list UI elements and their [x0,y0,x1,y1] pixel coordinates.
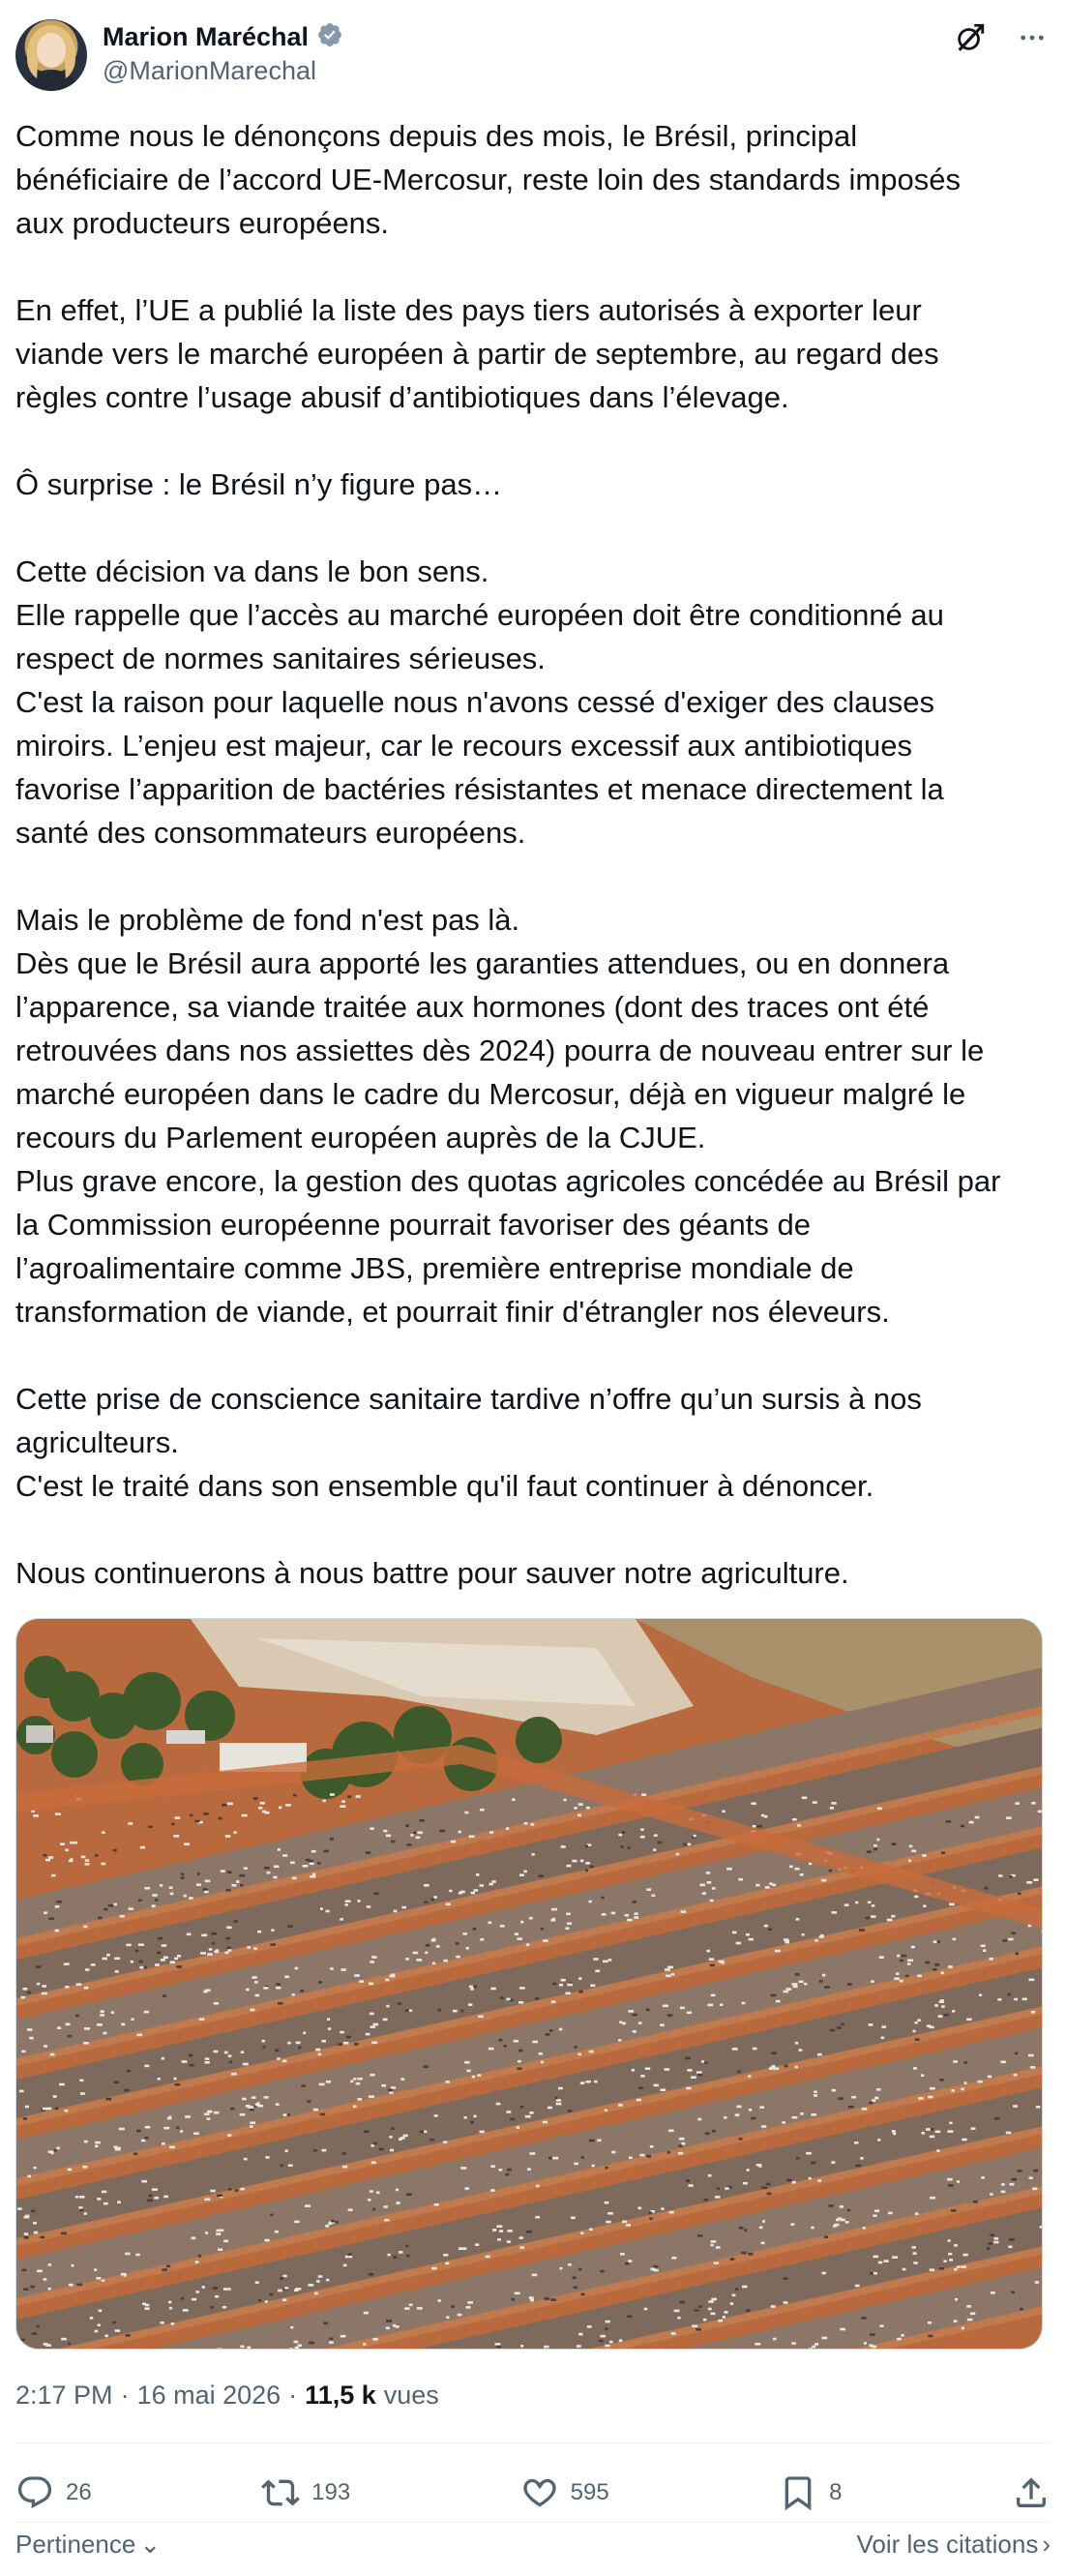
text-line: l’apparence, sa viande traitée aux hormones (dont des traces ont été [15,990,930,1024]
photo-building [166,1730,205,1744]
reply-button[interactable] [15,2473,92,2512]
bookmark-icon [779,2473,817,2512]
text-line: favorise l’apparition de bactéries résistantes et menace directement la [15,772,944,806]
share-button[interactable] [1012,2473,1051,2512]
text-line: agriculteurs. [15,1425,179,1459]
chevron-right-icon: › [1042,2530,1051,2559]
post-date[interactable]: 16 mai 2026 [136,2381,281,2410]
repost-count: 193 [311,2479,351,2505]
text-line: aux producteurs européens. [15,206,390,240]
post-time[interactable]: 2:17 PM [15,2381,113,2410]
grok-icon[interactable] [952,19,989,56]
text-line: santé des consommateurs européens. [15,816,526,850]
bookmark-count: 8 [829,2479,843,2505]
text-line: Elle rappelle que l’accès au marché européen doit être conditionné au [15,598,944,632]
text-line: En effet, l’UE a publié la liste des pays tiers autorisés à exporter leur [15,293,922,327]
text-line: transformation de viande, et pourrait finir d'étrangler nos éleveurs. [15,1295,890,1329]
repost-icon [261,2473,300,2512]
views-count: 11,5 k [305,2381,376,2410]
more-icon[interactable] [1014,19,1051,56]
text-line: Cette décision va dans le bon sens. [15,554,489,588]
text-line: respect de normes sanitaires sérieuses. [15,642,546,675]
text-line: C'est la raison pour laquelle nous n'avons cessé d'exiger des clauses [15,685,935,719]
tweet-header [15,17,1051,91]
text-line: marché européen dans le cadre du Mercosur, déjà en vigueur malgré le [15,1077,966,1111]
photo-tree [516,1717,562,1763]
action-bar [15,2466,1051,2520]
text-line: Nous continuerons à nous battre pour sauver notre agriculture. [15,1556,849,1590]
author-handle[interactable]: @MarionMarechal [103,56,316,85]
text-line: C'est le traité dans son ensemble qu'il faut continuer à dénoncer. [15,1469,874,1503]
photo-tree [51,1731,98,1778]
text-line: retrouvées dans nos assiettes dès 2024) pourra de nouveau entrer sur le [15,1033,985,1067]
text-line: Mais le problème de fond n'est pas là. [15,903,520,937]
tweet-meta [15,2381,439,2411]
text-line: recours du Parlement européen auprès de la CJUE. [15,1121,706,1154]
text-line: la Commission européenne pourrait favoriser des géants de [15,1208,811,1242]
reply-count: 26 [66,2479,92,2505]
author-name-row [103,21,343,53]
meta-separator: · [120,2381,130,2410]
text-line: Dès que le Brésil aura apporté les garanties attendues, ou en donnera [15,946,950,980]
author-display-name[interactable]: Marion Maréchal [103,22,310,51]
meta-separator: · [288,2381,298,2410]
photo-building [26,1725,53,1743]
views-label: vues [383,2381,439,2410]
tweet-text [15,114,1051,1595]
text-line: l’agroalimentaire comme JBS, première entreprise mondiale de [15,1251,854,1285]
text-line: Plus grave encore, la gestion des quotas agricoles concédée au Brésil par [15,1164,1001,1198]
repost-button[interactable] [261,2473,350,2512]
text-line: miroirs. L’enjeu est majeur, car le recours excessif aux antibiotiques [15,729,912,763]
divider [15,2522,1051,2523]
text-line: Comme nous le dénonçons depuis des mois, le Brésil, principal [15,119,858,153]
like-count: 595 [570,2479,609,2505]
tweet-photo[interactable] [15,1618,1043,2350]
like-button[interactable] [520,2473,609,2512]
divider [15,2442,1051,2443]
view-quotes-link[interactable] [856,2530,1051,2560]
view-quotes-label: Voir les citations [856,2530,1039,2559]
sort-dropdown[interactable] [15,2530,161,2560]
sort-label: Pertinence [15,2530,136,2559]
bookmark-button[interactable] [779,2473,842,2512]
text-line: viande vers le marché européen à partir de septembre, au regard des [15,337,939,371]
text-line: règles contre l’usage abusif d’antibiotiques dans l’élevage. [15,380,789,414]
like-icon [520,2473,559,2512]
avatar[interactable] [15,19,87,91]
verified-badge-icon [316,21,343,53]
share-icon [1012,2473,1051,2512]
chevron-down-icon: ⌄ [139,2530,162,2559]
replies-footer [15,2530,1051,2560]
photo-tree [90,1692,136,1739]
reply-icon [15,2473,54,2512]
text-line: Ô surprise : le Brésil n’y figure pas… [15,467,503,501]
text-line: Cette prise de conscience sanitaire tardive n’offre qu’un sursis à nos [15,1382,922,1416]
text-line: bénéficiaire de l’accord UE-Mercosur, reste loin des standards imposés [15,163,961,196]
